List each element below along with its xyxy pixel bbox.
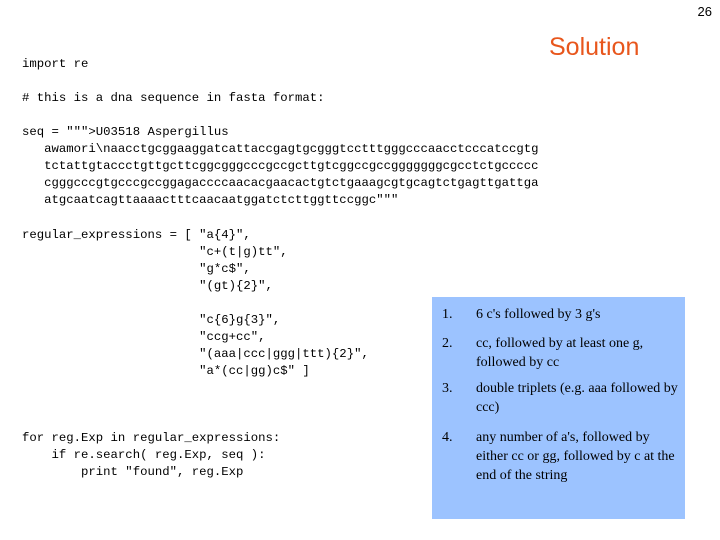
explanation-text: any number of a's, followed by either cc or gg, followed by c at the end of the string [476,430,675,483]
explanation-text: double triplets (e.g. aaa followed by ccc) [476,381,678,415]
code-regex-list-bottom: "c{6}g{3}", "ccg+cc", "(aaa|ccc|ggg|ttt){2}", "a*(cc|gg)c$" ] [199,313,369,378]
code-sequence-block: seq = """>U03518 Aspergillus awamori\naacctgcggaaggatcattaccgagtgcgggtcctttgggcccaacctcccatccgtg tctattgtaccctgttgcttcggcgggcccgccgcttgtcggccgccgggggggcgcctctgccccc cgggcccgtgcccgccggagaccccaacacgaacactgtctgaaagcgtgcagtctgagttgattga atgcaatcagttaaaactttcaacaatggatctcttggttccggc""" [22,125,539,207]
explanation-number: 1. [442,307,453,322]
code-import-line: import re [22,57,89,71]
explanation-number: 2. [442,336,453,351]
explanation-number: 4. [442,430,453,445]
explanation-panel [432,297,685,519]
page-number: 26 [697,4,712,19]
explanation-text: 6 c's followed by 3 g's [476,307,601,322]
explanation-number: 3. [442,381,453,396]
explanation-text: cc, followed by at least one g, followed by cc [476,336,644,370]
code-comment-line: # this is a dna sequence in fasta format: [22,91,325,105]
code-loop-block: for reg.Exp in regular_expressions: if re.search( reg.Exp, seq ): print "found", reg.Exp [22,431,281,479]
slide-title: Solution [549,33,640,61]
code-regex-list-top: regular_expressions = [ "a{4}", "c+(t|g)tt", "g*c$", "(gt){2}", [22,228,288,293]
